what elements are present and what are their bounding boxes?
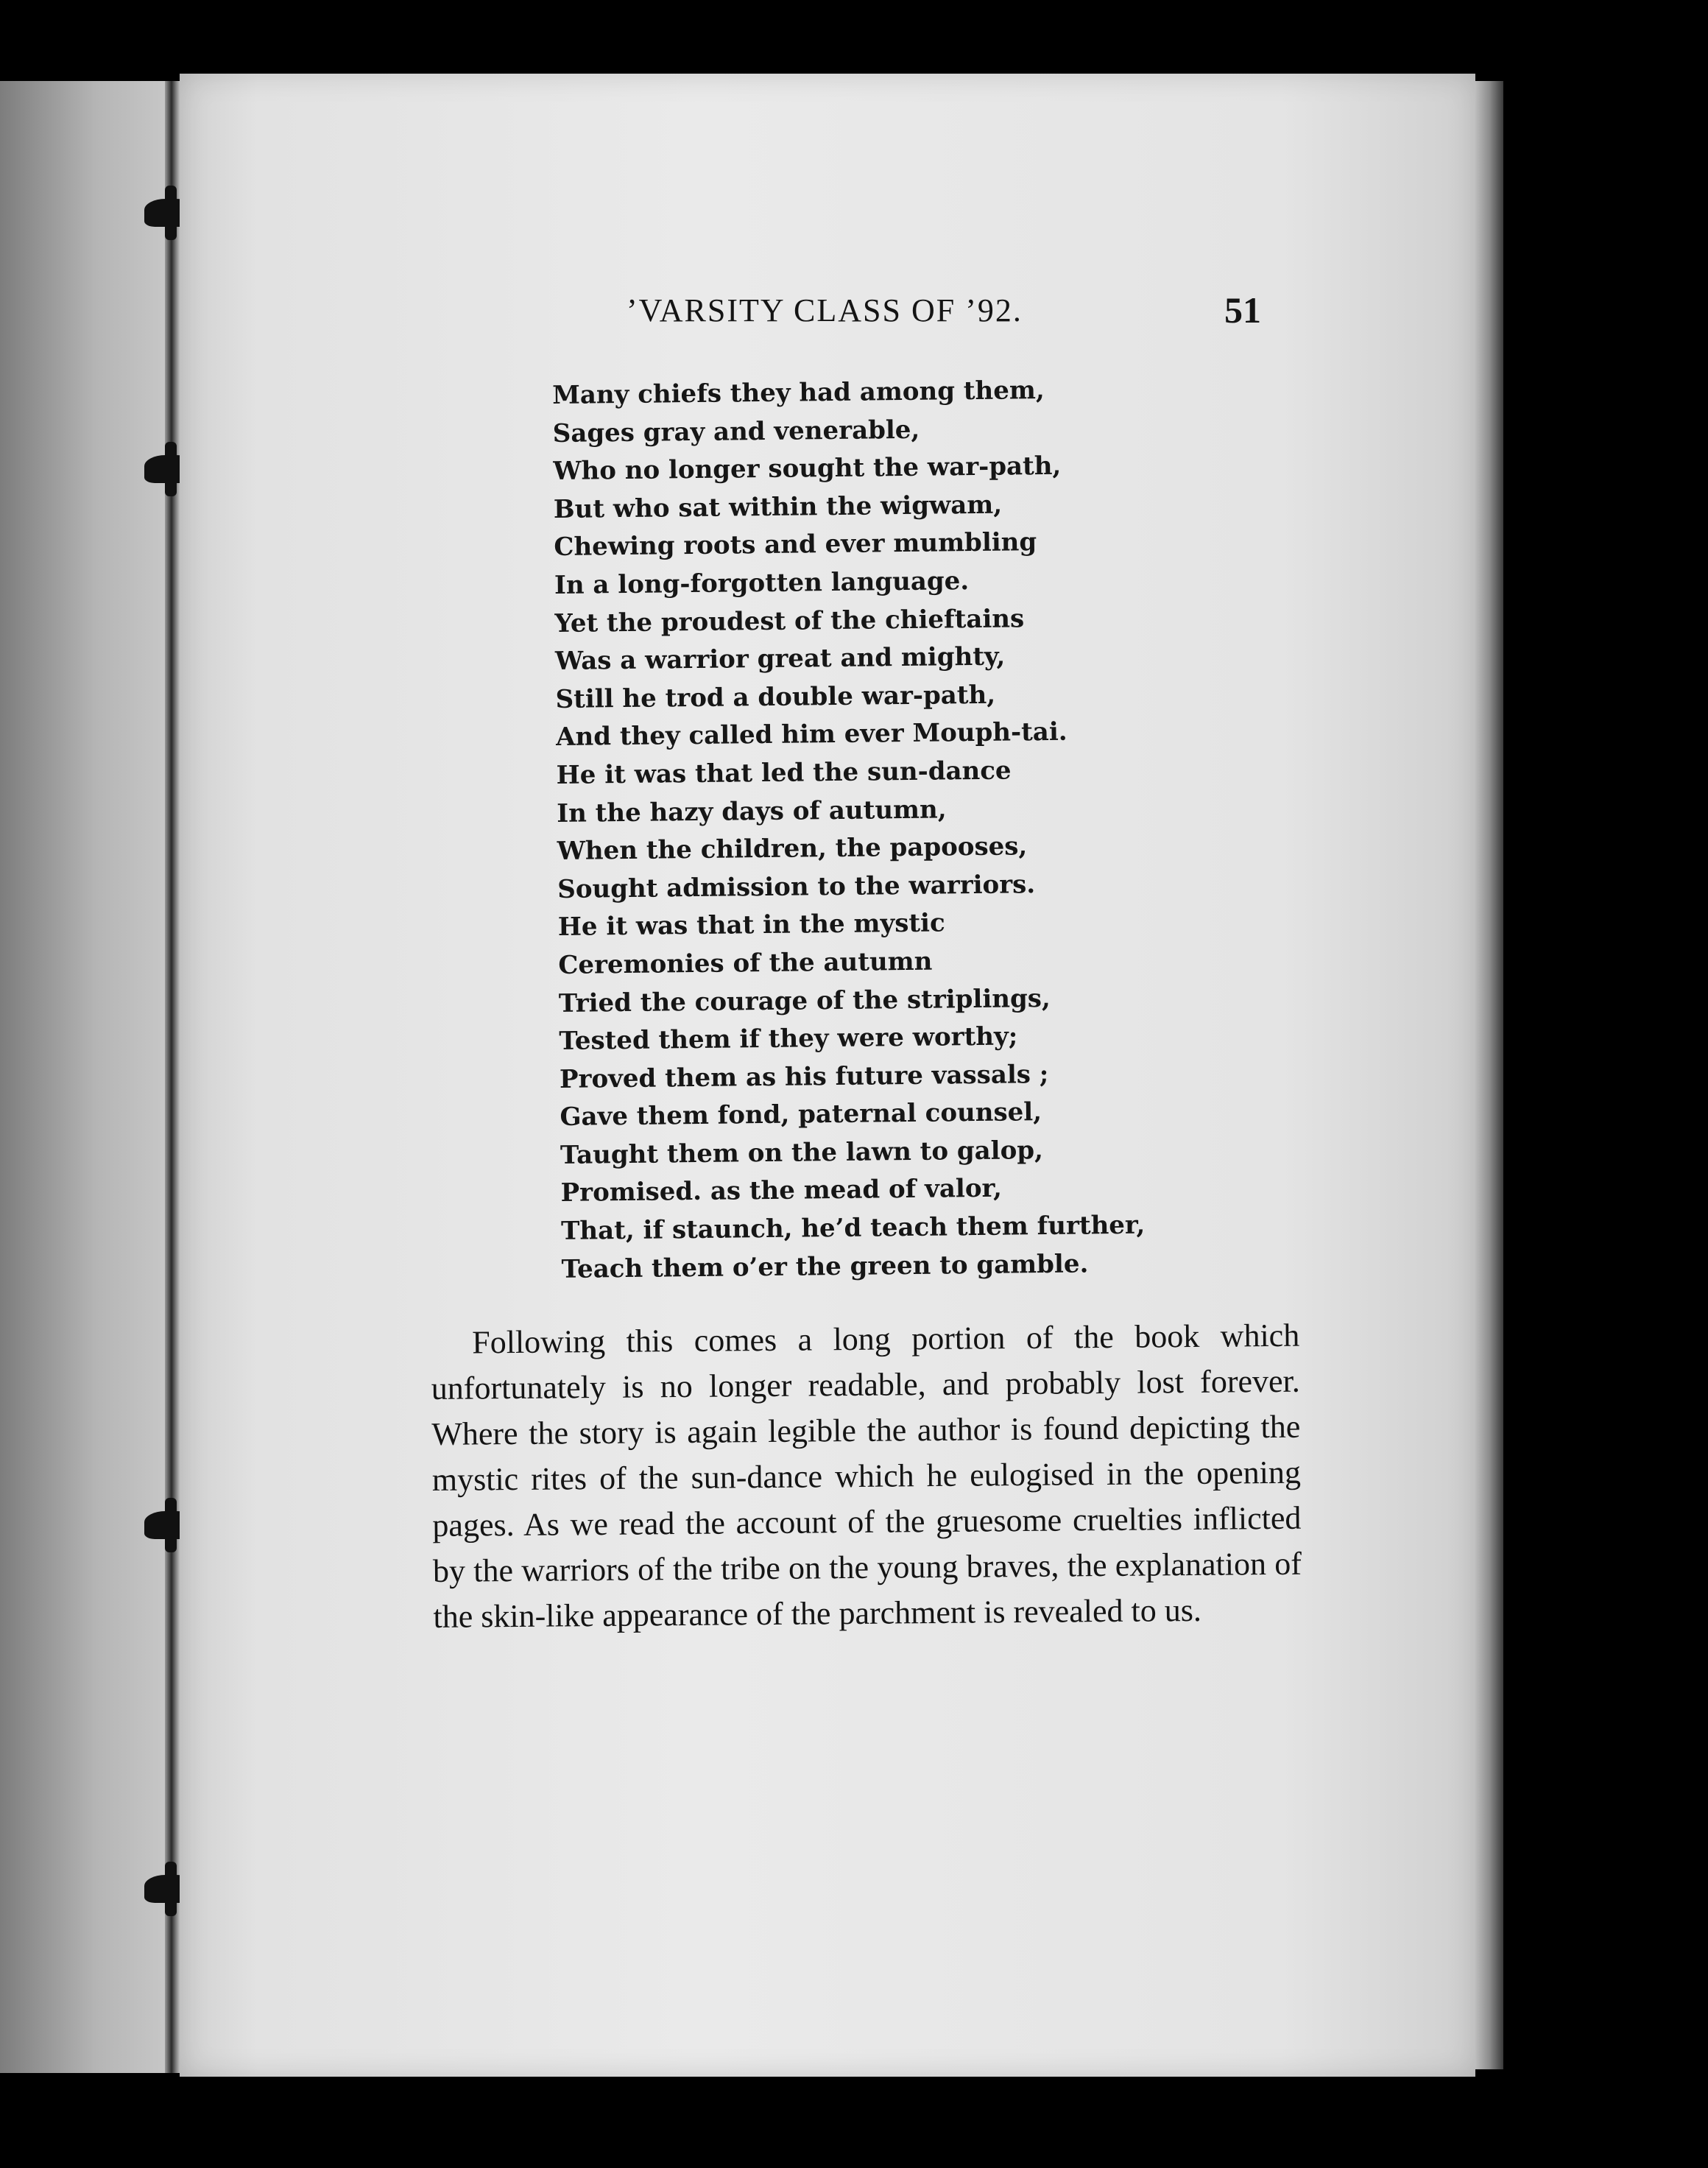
poem-line: And they called him ever Mouph-tai. xyxy=(555,717,1068,753)
poem-line: That, if staunch, he’d teach them further, xyxy=(560,1210,1146,1246)
running-header: ’VARSITY CLASS OF ’92. xyxy=(627,292,1023,328)
poem-stanza xyxy=(552,370,1224,1289)
poem-line: In a long-forgotten language. xyxy=(554,566,970,600)
poem-line: Sought admission to the warriors. xyxy=(557,869,1036,904)
page-number: 51 xyxy=(1224,289,1261,331)
poem-line: Tested them if they were worthy; xyxy=(559,1021,1018,1057)
poem-line: Taught them on the lawn to galop, xyxy=(560,1135,1044,1170)
poem-line: Ceremonies of the autumn xyxy=(558,946,933,980)
poem-line: Still he trod a double war-path, xyxy=(555,680,996,714)
poem-line: Sages gray and venerable, xyxy=(552,415,920,448)
binding-gutter xyxy=(165,81,180,2073)
facing-page-edge xyxy=(0,81,175,2073)
poem-line: Tried the courage of the striplings, xyxy=(558,983,1051,1018)
poem-line: Who no longer sought the war-path, xyxy=(553,451,1062,487)
poem-line: Many chiefs they had among them, xyxy=(552,375,1045,410)
poem-line: He it was that led the sun-dance xyxy=(556,756,1012,790)
poem-line: Promised. as the mead of valor, xyxy=(560,1174,1003,1208)
page-fore-edge xyxy=(1475,81,1503,2069)
poem-line: In the hazy days of autumn, xyxy=(556,794,947,828)
body-paragraph: Following this comes a long portion of the book which unfortunately is no longer readable, and probably lost forever. Where the story is again legible the author is found depicting the mystic rites of the sun-dance which he eulogised in the opening pages. As we read the account of the gruesome cruelties inflicted by the warriors of the tribe on the young braves, the explanation of the skin-like appearance of the parchment is revealed to us. xyxy=(431,1317,1302,1635)
poem-line: Teach them o’er the green to gamble. xyxy=(561,1249,1089,1284)
poem-line: Chewing roots and ever mumbling xyxy=(554,527,1037,563)
poem-line: Gave them fond, paternal counsel, xyxy=(560,1097,1042,1133)
poem-line: He it was that in the mystic xyxy=(557,908,945,943)
poem-line: Yet the proudest of the chieftains xyxy=(554,603,1025,638)
poem-line: Was a warrior great and mighty, xyxy=(554,641,1006,677)
poem-line: When the children, the papooses, xyxy=(557,831,1028,867)
poem-line: But who sat within the wigwam, xyxy=(553,490,1003,524)
poem-line: Proved them as his future vassals ; xyxy=(559,1059,1049,1094)
